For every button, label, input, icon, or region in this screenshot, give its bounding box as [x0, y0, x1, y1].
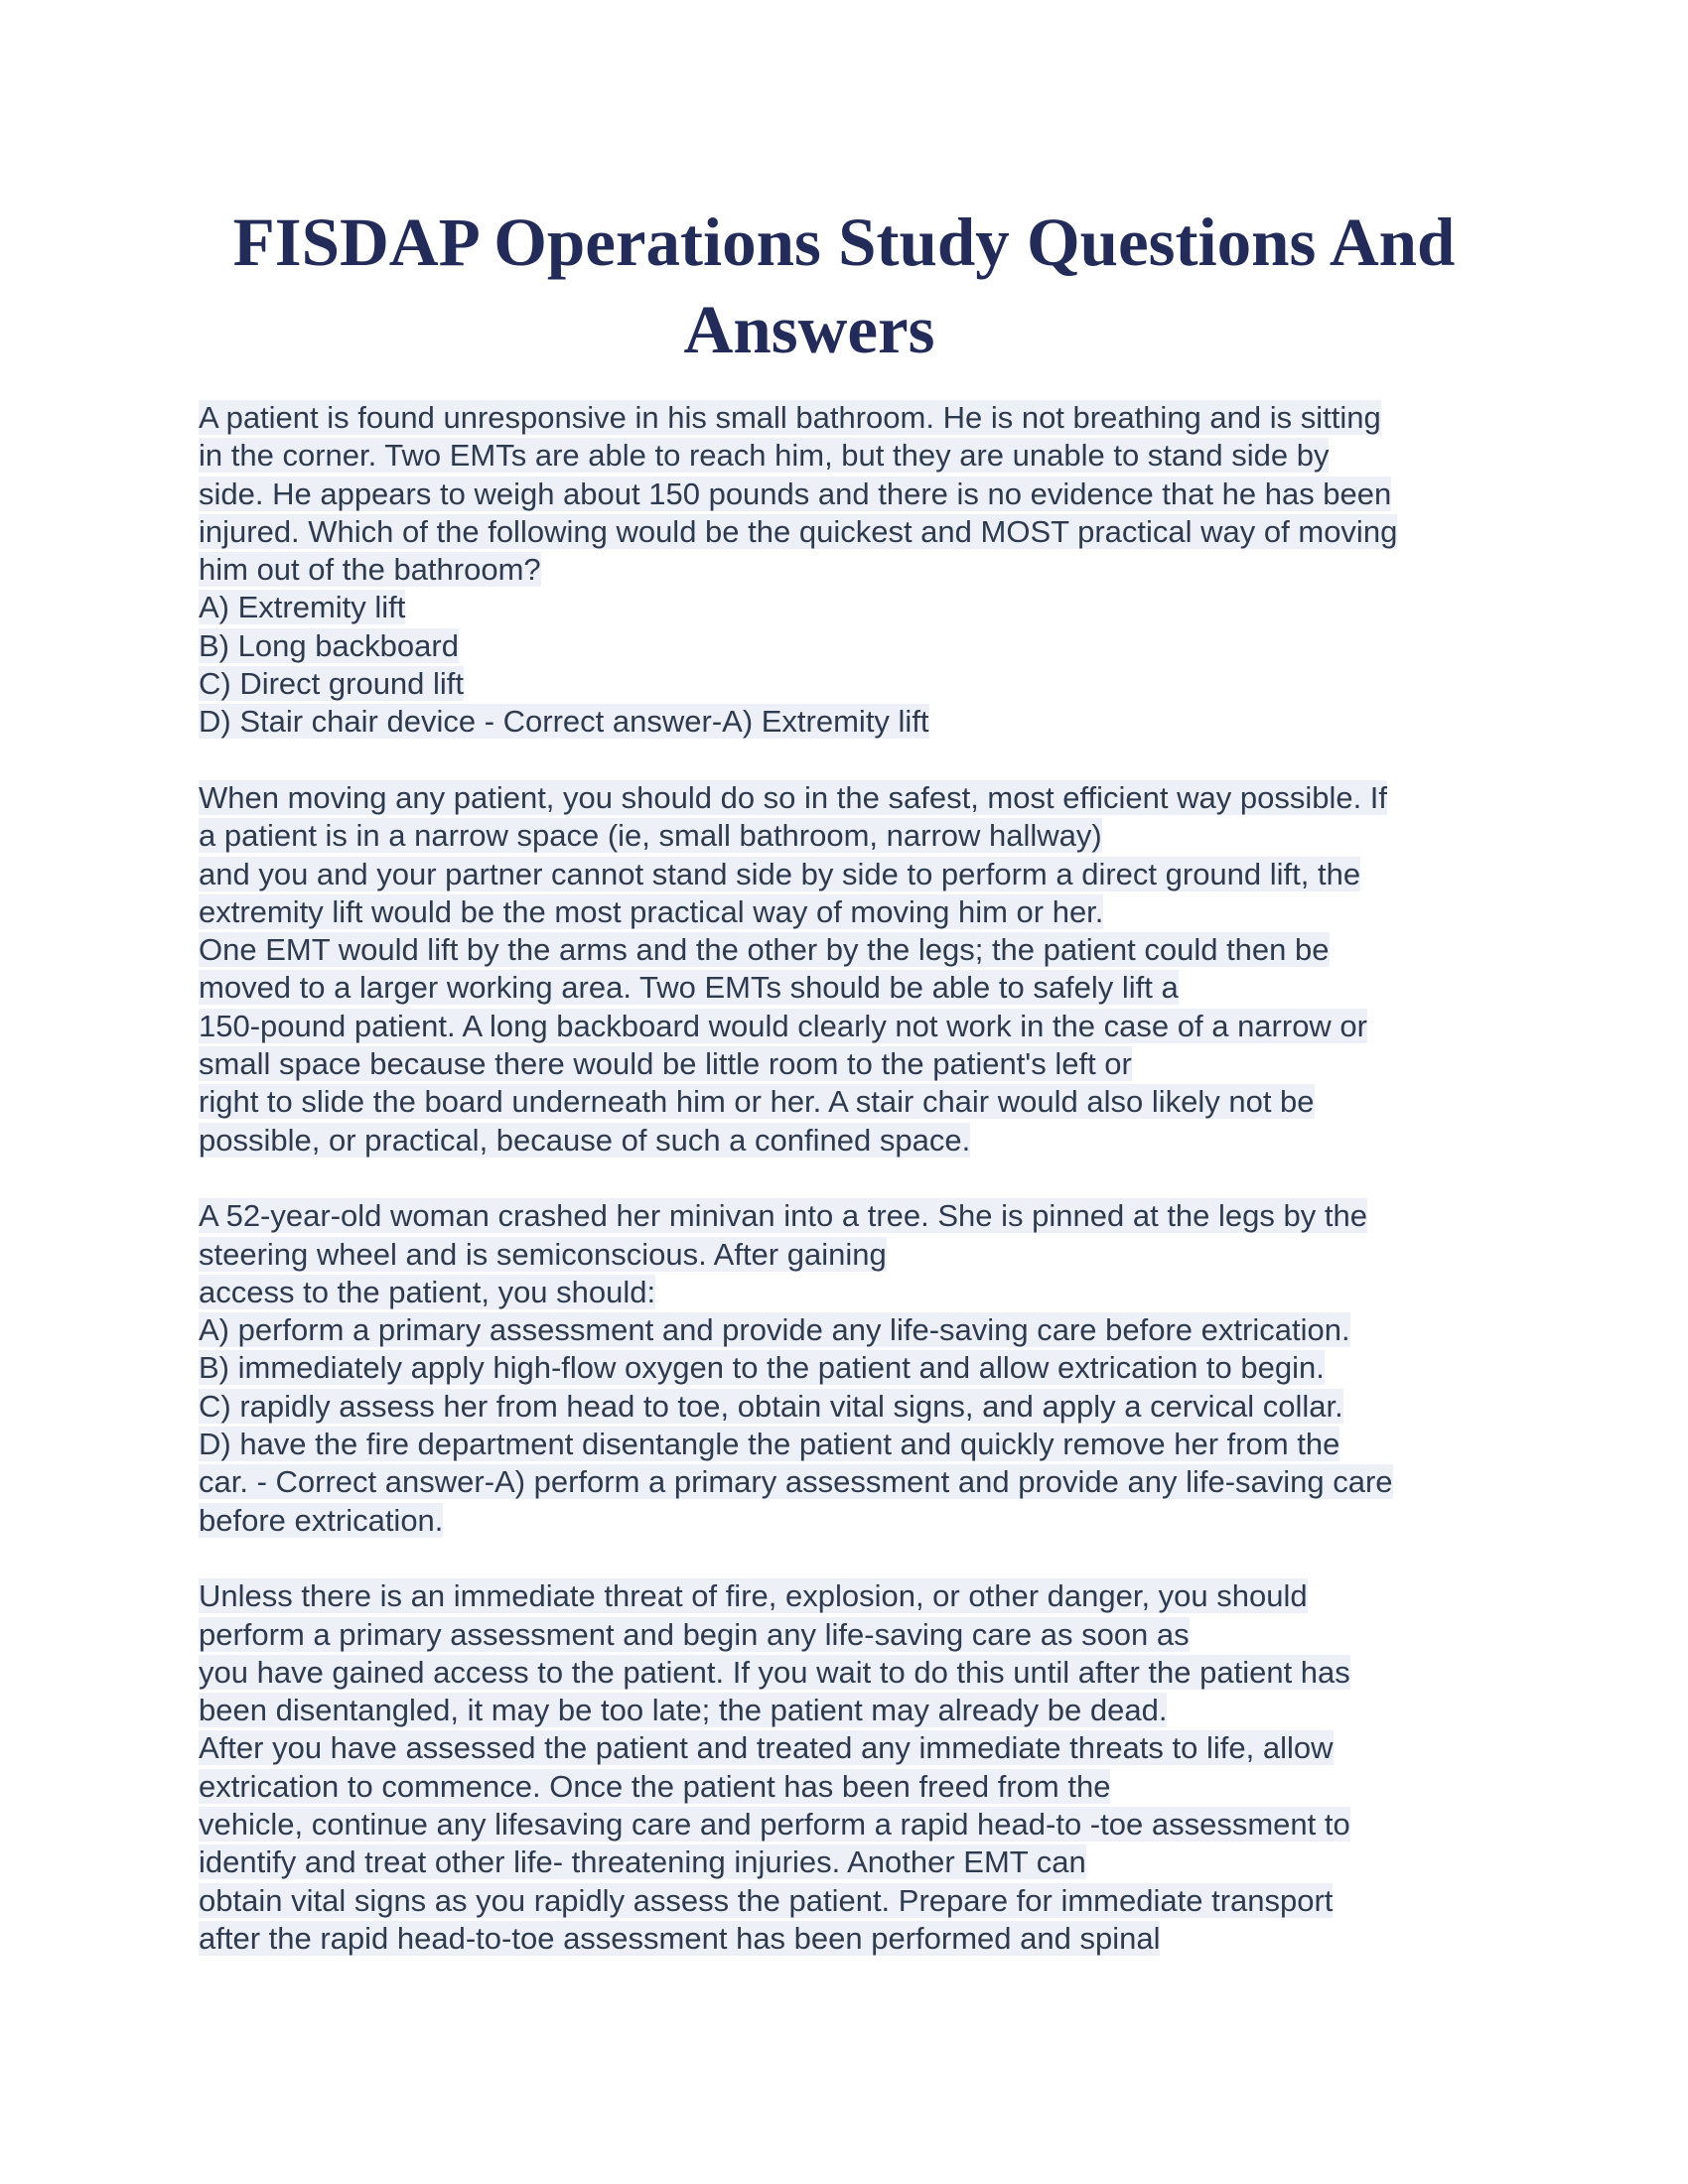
question-line: A patient is found unresponsive in his small bathroom. He is not breathing and is sitting [199, 400, 1381, 435]
question-line: A 52-year-old woman crashed her minivan into a tree. She is pinned at the legs by the [199, 1198, 1367, 1234]
explanation-line: moved to a larger working area. Two EMTs should be able to safely lift a [199, 970, 1179, 1006]
document-body [199, 399, 1509, 1958]
title-line-2: Answers [683, 292, 935, 367]
answer-option-b: B) immediately apply high-flow oxygen to the patient and allow extrication to begin. [199, 1350, 1325, 1386]
question-line: injured. Which of the following would be the quickest and MOST practical way of moving [199, 513, 1398, 549]
answer-option-d: D) have the fire department disentangle the patient and quickly remove her from the [199, 1427, 1340, 1462]
explanation-line: obtain vital signs as you rapidly assess the patient. Prepare for immediate transport [199, 1882, 1334, 1918]
explanation-line: a patient is in a narrow space (ie, small bathroom, narrow hallway) [199, 818, 1102, 854]
explanation-line: 150-pound patient. A long backboard would clearly not work in the case of a narrow or [199, 1008, 1368, 1043]
paragraph-gap [199, 1160, 1509, 1197]
explanation-line: Unless there is an immediate threat of fire, explosion, or other danger, you should [199, 1578, 1308, 1614]
explanation-1 [199, 779, 1509, 1160]
answer-option-d: D) Stair chair device - Correct answer-A) Extremity lift [199, 704, 929, 740]
explanation-line: extrication to commence. Once the patient has been freed from the [199, 1768, 1111, 1804]
explanation-line: right to slide the board underneath him or her. A stair chair would also likely not be [199, 1084, 1315, 1120]
explanation-line: After you have assessed the patient and treated any immediate threats to life, allow [199, 1730, 1334, 1766]
question-1 [199, 399, 1509, 742]
paragraph-gap [199, 742, 1509, 779]
correct-answer: before extrication. [199, 1502, 444, 1538]
question-line: in the corner. Two EMTs are able to reach him, but they are unable to stand side by [199, 438, 1330, 474]
explanation-line: small space because there would be little room to the patient's left or [199, 1046, 1132, 1082]
explanation-line: One EMT would lift by the arms and the other by the legs; the patient could then be [199, 932, 1330, 968]
question-line: him out of the bathroom? [199, 552, 541, 588]
explanation-line: after the rapid head-to-toe assessment has been performed and spinal [199, 1920, 1161, 1956]
paragraph-gap [199, 1540, 1509, 1577]
explanation-line: possible, or practical, because of such a confined space. [199, 1122, 971, 1158]
title-line-1: FISDAP Operations Study Questions And [232, 205, 1456, 280]
question-line: steering wheel and is semiconscious. After gaining [199, 1236, 887, 1272]
question-2 [199, 1197, 1509, 1540]
explanation-2 [199, 1577, 1509, 1958]
answer-option-c: C) rapidly assess her from head to toe, obtain vital signs, and apply a cervical collar. [199, 1388, 1343, 1424]
answer-option-c: C) Direct ground lift [199, 666, 465, 702]
explanation-line: When moving any patient, you should do so in the safest, most efficient way possible. If [199, 779, 1388, 815]
explanation-line: identify and treat other life- threatening injuries. Another EMT can [199, 1844, 1086, 1880]
answer-option-a: A) Extremity lift [199, 590, 406, 625]
answer-option-b: B) Long backboard [199, 627, 459, 663]
explanation-line: been disentangled, it may be too late; the patient may already be dead. [199, 1693, 1168, 1728]
question-line: access to the patient, you should: [199, 1274, 656, 1309]
question-line: side. He appears to weigh about 150 pounds and there is no evidence that he has been [199, 476, 1392, 511]
explanation-line: perform a primary assessment and begin any life-saving care as soon as [199, 1616, 1190, 1652]
explanation-line: extremity lift would be the most practical way of moving him or her. [199, 893, 1104, 929]
answer-option-a: A) perform a primary assessment and provide any life-saving care before extrication. [199, 1312, 1350, 1348]
explanation-line: and you and your partner cannot stand side by side to perform a direct ground lift, the [199, 856, 1361, 891]
correct-answer: car. - Correct answer-A) perform a primary assessment and provide any life-saving care [199, 1464, 1393, 1500]
document-title [149, 199, 1539, 373]
explanation-line: you have gained access to the patient. If you wait to do this until after the patient has [199, 1654, 1350, 1690]
explanation-line: vehicle, continue any lifesaving care and perform a rapid head-to -toe assessment to [199, 1806, 1350, 1842]
